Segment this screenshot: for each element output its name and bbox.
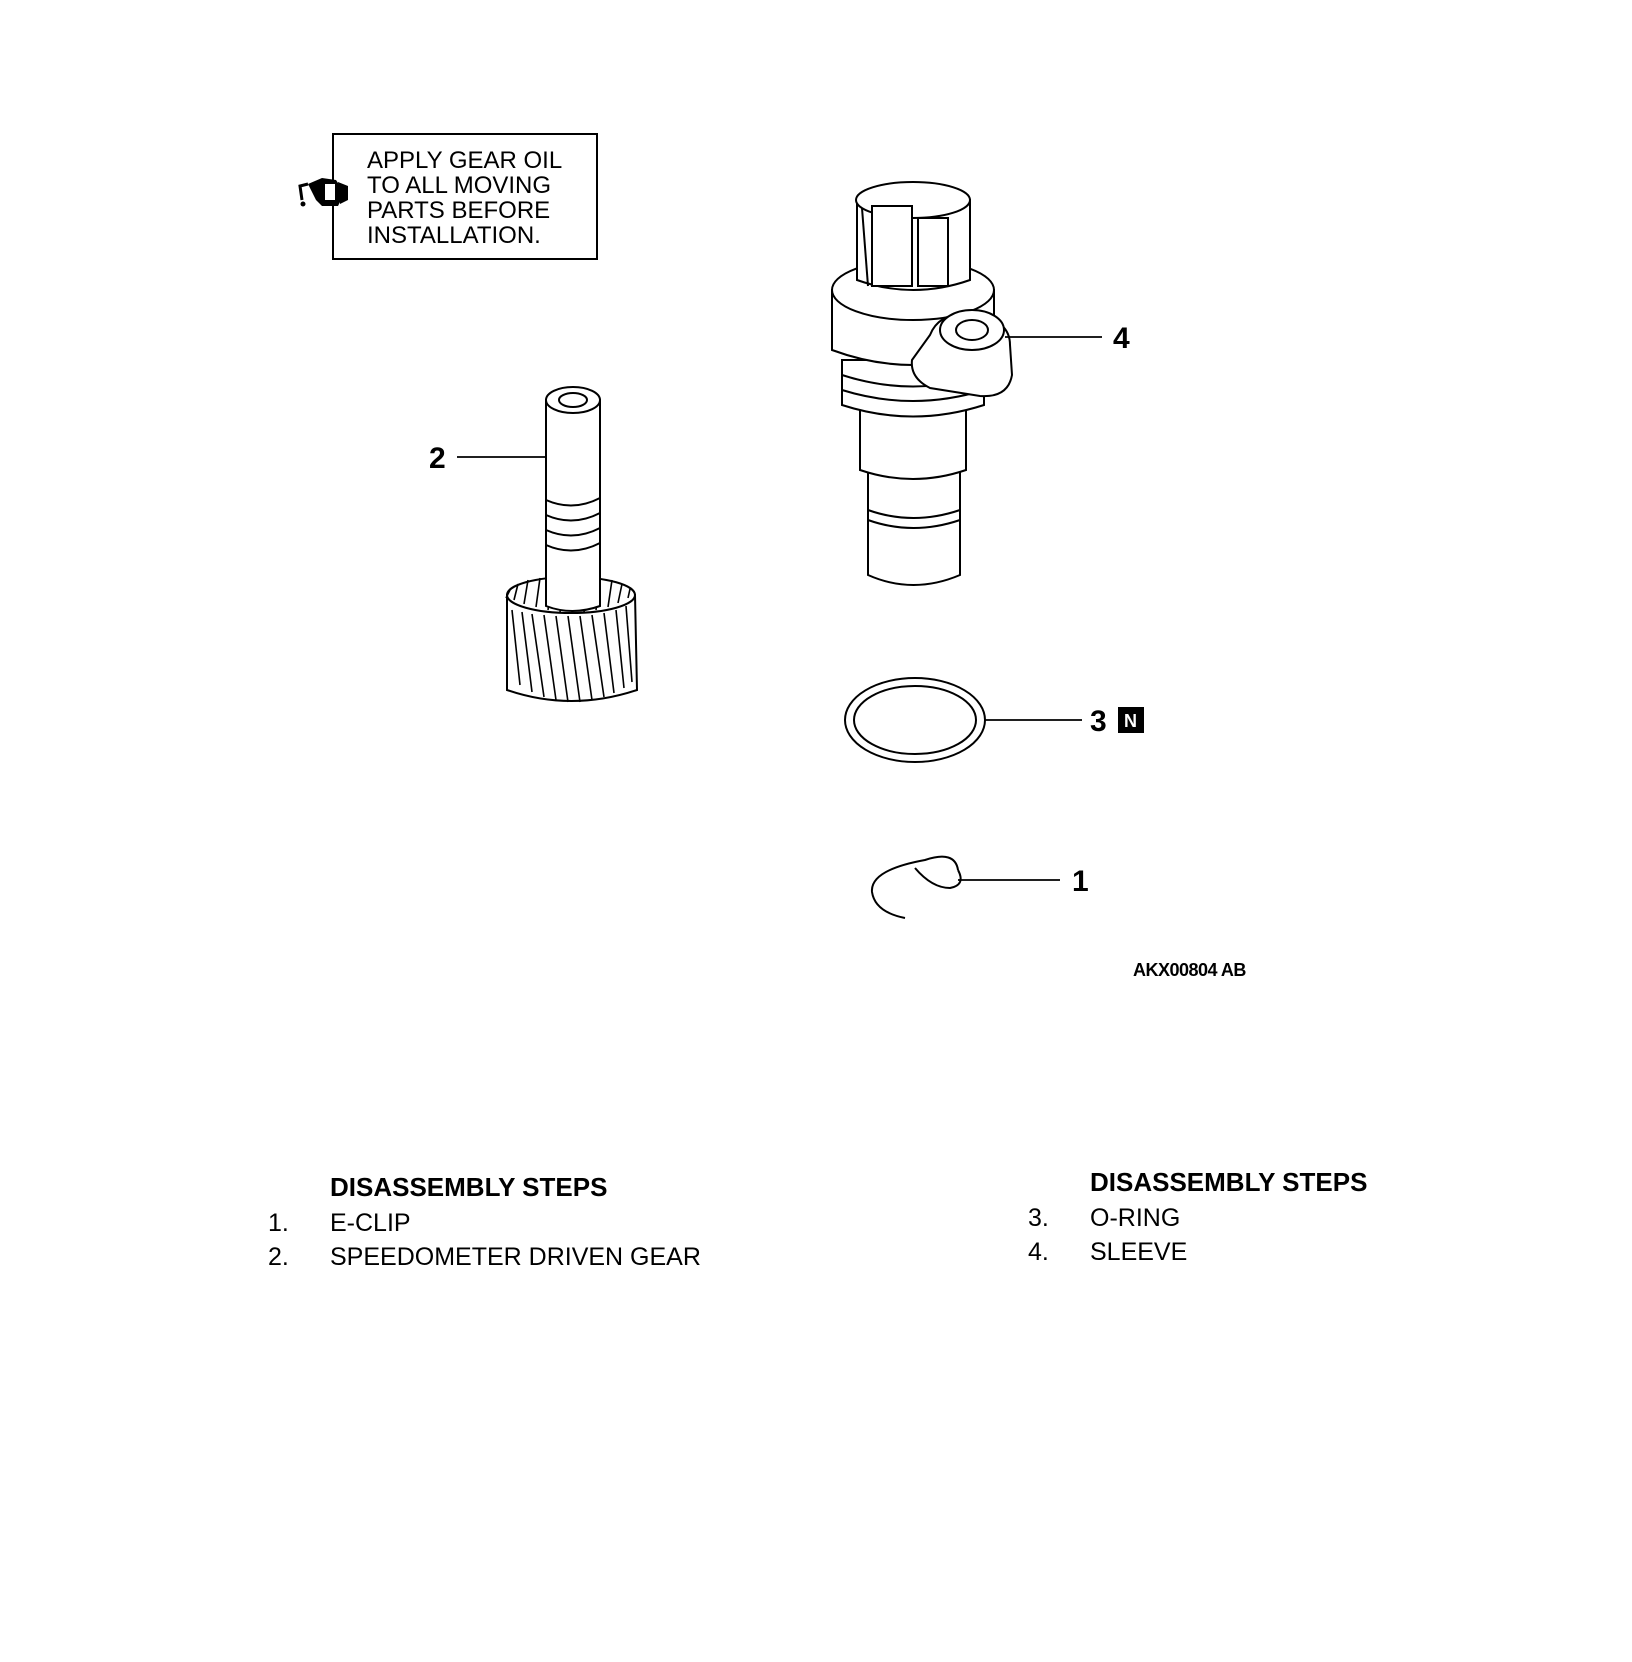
steps-right-heading: DISASSEMBLY STEPS <box>1090 1167 1368 1197</box>
step-row <box>268 1240 701 1274</box>
speedometer-driven-gear-drawing <box>506 387 637 702</box>
figure-id: AKX00804 AB <box>1133 960 1246 980</box>
step-label: E-CLIP <box>330 1209 411 1237</box>
step-row <box>1028 1201 1367 1235</box>
steps-left-heading: DISASSEMBLY STEPS <box>330 1172 608 1202</box>
step-number: 4. <box>1028 1238 1049 1266</box>
step-number: 3. <box>1028 1204 1049 1232</box>
callout-part-3: 3 <box>1090 705 1107 738</box>
step-row <box>1028 1235 1367 1269</box>
note-line-2: TO ALL MOVING <box>367 172 552 199</box>
new-part-badge-label: N <box>1124 711 1137 731</box>
sleeve-drawing <box>832 182 1012 585</box>
disassembly-steps-left <box>268 1170 701 1274</box>
disassembly-steps-right <box>1028 1165 1367 1269</box>
callout-part-1: 1 <box>1072 865 1089 898</box>
step-row <box>268 1206 701 1240</box>
step-number: 1. <box>268 1209 289 1237</box>
note-line-4: INSTALLATION. <box>367 222 541 249</box>
e-clip-drawing <box>872 857 961 918</box>
step-number: 2. <box>268 1243 289 1271</box>
callout-part-4: 4 <box>1113 322 1130 355</box>
new-part-badge <box>1118 707 1144 733</box>
step-label: O-RING <box>1090 1204 1181 1232</box>
step-label: SLEEVE <box>1090 1238 1188 1266</box>
note-line-3: PARTS BEFORE <box>367 197 551 224</box>
note-line-1: APPLY GEAR OIL <box>367 147 563 174</box>
o-ring-drawing <box>845 678 985 762</box>
step-label: SPEEDOMETER DRIVEN GEAR <box>330 1243 701 1271</box>
gear-oil-note <box>300 134 597 259</box>
callout-part-2: 2 <box>429 442 446 475</box>
